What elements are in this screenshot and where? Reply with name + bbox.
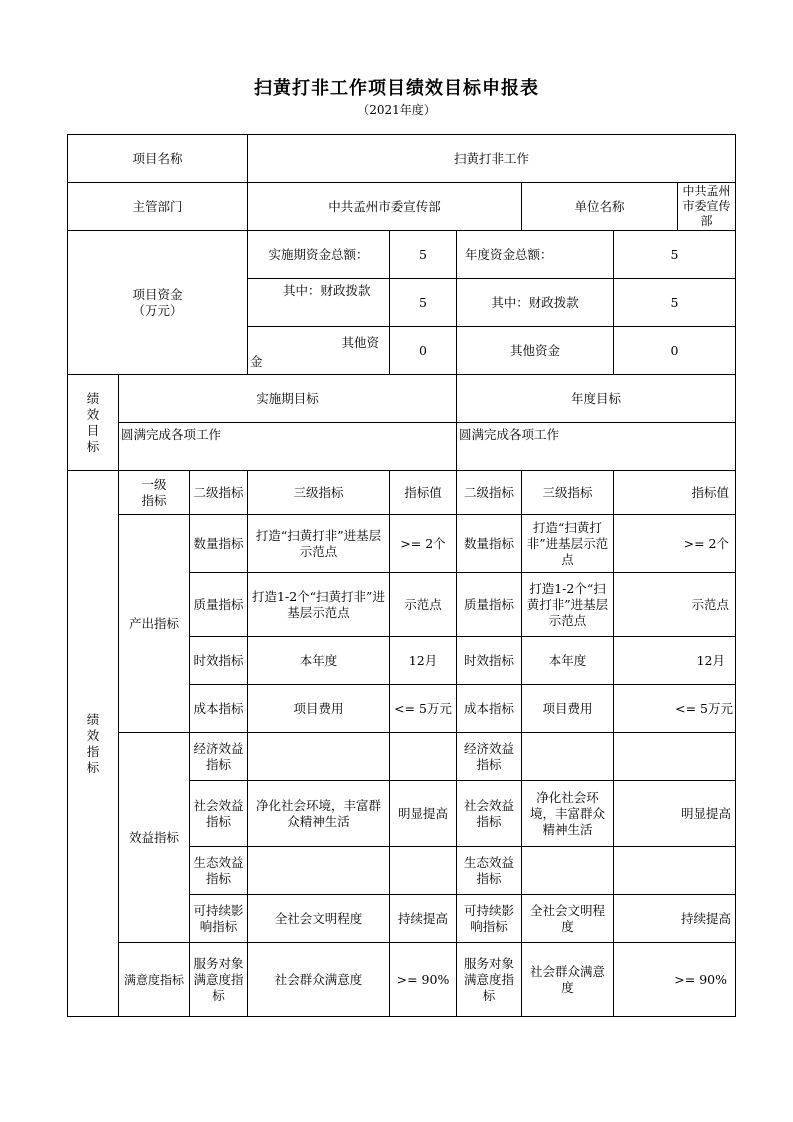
- goals-impl-text: 圆满完成各项工作: [119, 423, 457, 471]
- indicators-label: 绩 效 指 标: [68, 471, 119, 1017]
- goals-label: 绩 效 目 标: [68, 375, 119, 471]
- total-year-value: 5: [614, 231, 736, 279]
- page-title: 扫黄打非工作项目绩效目标申报表: [254, 78, 539, 99]
- row-year-value: <= 5万元: [614, 685, 736, 733]
- goals-year-header: 年度目标: [457, 375, 736, 423]
- row-impl-level2: 经济效益指标: [190, 733, 248, 781]
- row-year-value: [614, 847, 736, 895]
- row-year-value: >= 90%: [614, 943, 736, 1017]
- row-year-level3: 净化社会环境，丰富群众精神生活: [522, 781, 614, 847]
- row-impl-level3: [248, 733, 390, 781]
- other-impl-cell: [248, 327, 390, 375]
- fin-impl-label: 其中：财政拨款: [283, 283, 371, 298]
- dept-value: 中共孟州市委宣传部: [248, 183, 522, 231]
- row-impl-value: <= 5万元: [390, 685, 457, 733]
- row-year-value: 12月: [614, 637, 736, 685]
- row-year-level2: 生态效益指标: [457, 847, 522, 895]
- row-year-level2: 经济效益指标: [457, 733, 522, 781]
- row-year-level2: 成本指标: [457, 685, 522, 733]
- row-impl-level2: 生态效益指标: [190, 847, 248, 895]
- group-satisfaction-label: 满意度指标: [119, 943, 190, 1017]
- row-year-level2: 服务对象满意度指标: [457, 943, 522, 1017]
- header-year-level3: 三级指标: [522, 471, 614, 515]
- unit-value: 中共孟州市委宣传部: [678, 183, 736, 231]
- other-year-value: 0: [614, 327, 736, 375]
- row-year-value: 持续提高: [614, 895, 736, 943]
- row-year-level3: 项目费用: [522, 685, 614, 733]
- row-impl-value: 明显提高: [390, 781, 457, 847]
- goals-year-text: 圆满完成各项工作: [457, 423, 736, 471]
- row-impl-value: >= 90%: [390, 943, 457, 1017]
- row-impl-value: >= 2个: [390, 515, 457, 573]
- row-year-value: 明显提高: [614, 781, 736, 847]
- total-year-label: 年度资金总额：: [457, 231, 614, 279]
- total-impl-label: 实施期资金总额：: [248, 231, 390, 279]
- row-impl-level2: 成本指标: [190, 685, 248, 733]
- row-year-level3: [522, 733, 614, 781]
- row-impl-level3: 社会群众满意度: [248, 943, 390, 1017]
- row-year-level3: [522, 847, 614, 895]
- row-impl-level3: 打造1-2个“扫黄打非”进基层示范点: [248, 573, 390, 637]
- row-impl-level2: 数量指标: [190, 515, 248, 573]
- fin-year-label: 其中：财政拨款: [457, 279, 614, 327]
- funds-label: 项目资金 （万元）: [68, 231, 248, 375]
- row-impl-level3: 净化社会环境，丰富群众精神生活: [248, 781, 390, 847]
- row-impl-value: 示范点: [390, 573, 457, 637]
- row-year-level2: 时效指标: [457, 637, 522, 685]
- header-impl-level3: 三级指标: [248, 471, 390, 515]
- header-impl-value: 指标值: [390, 471, 457, 515]
- row-impl-level2: 服务对象满意度指标: [190, 943, 248, 1017]
- row-year-value: >= 2个: [614, 515, 736, 573]
- project-name-value: 扫黄打非工作: [248, 135, 736, 183]
- row-impl-level2: 可持续影响指标: [190, 895, 248, 943]
- row-year-value: [614, 733, 736, 781]
- group-benefit-label: 效益指标: [119, 733, 190, 943]
- row-impl-level2: 时效指标: [190, 637, 248, 685]
- fin-impl-value: 5: [390, 279, 457, 327]
- fin-impl-cell: [248, 279, 390, 327]
- performance-goal-form: [67, 134, 736, 1017]
- goals-impl-header: 实施期目标: [119, 375, 457, 423]
- fin-year-value: 5: [614, 279, 736, 327]
- row-impl-level2: 社会效益指标: [190, 781, 248, 847]
- row-impl-level3: [248, 847, 390, 895]
- other-year-label: 其他资金: [457, 327, 614, 375]
- group-output-label: 产出指标: [119, 515, 190, 733]
- total-impl-value: 5: [390, 231, 457, 279]
- row-impl-level3: 打造“扫黄打非”进基层示范点: [248, 515, 390, 573]
- row-impl-value: 持续提高: [390, 895, 457, 943]
- dept-label: 主管部门: [68, 183, 248, 231]
- page-subtitle: （2021年度）: [357, 103, 436, 117]
- row-impl-value: 12月: [390, 637, 457, 685]
- other-impl-label-2: 金: [250, 354, 263, 369]
- header-year-level2: 二级指标: [457, 471, 522, 515]
- row-year-value: 示范点: [614, 573, 736, 637]
- row-year-level2: 数量指标: [457, 515, 522, 573]
- row-year-level3: 打造“扫黄打非”进基层示范点: [522, 515, 614, 573]
- row-impl-value: [390, 847, 457, 895]
- row-year-level2: 质量指标: [457, 573, 522, 637]
- row-impl-level3: 本年度: [248, 637, 390, 685]
- other-impl-value: 0: [390, 327, 457, 375]
- unit-label: 单位名称: [522, 183, 678, 231]
- project-name-label: 项目名称: [68, 135, 248, 183]
- header-impl-level2: 二级指标: [190, 471, 248, 515]
- row-year-level3: 本年度: [522, 637, 614, 685]
- row-impl-value: [390, 733, 457, 781]
- row-impl-level3: 项目费用: [248, 685, 390, 733]
- row-year-level3: 全社会文明程度: [522, 895, 614, 943]
- row-impl-level3: 全社会文明程度: [248, 895, 390, 943]
- row-year-level2: 社会效益指标: [457, 781, 522, 847]
- row-year-level3: 打造1-2个“扫黄打非”进基层示范点: [522, 573, 614, 637]
- header-year-value: 指标值: [614, 471, 736, 515]
- row-impl-level2: 质量指标: [190, 573, 248, 637]
- other-impl-label-1: 其他资: [341, 335, 379, 350]
- row-year-level2: 可持续影响指标: [457, 895, 522, 943]
- row-year-level3: 社会群众满意度: [522, 943, 614, 1017]
- header-level1: 一级 指标: [119, 471, 190, 515]
